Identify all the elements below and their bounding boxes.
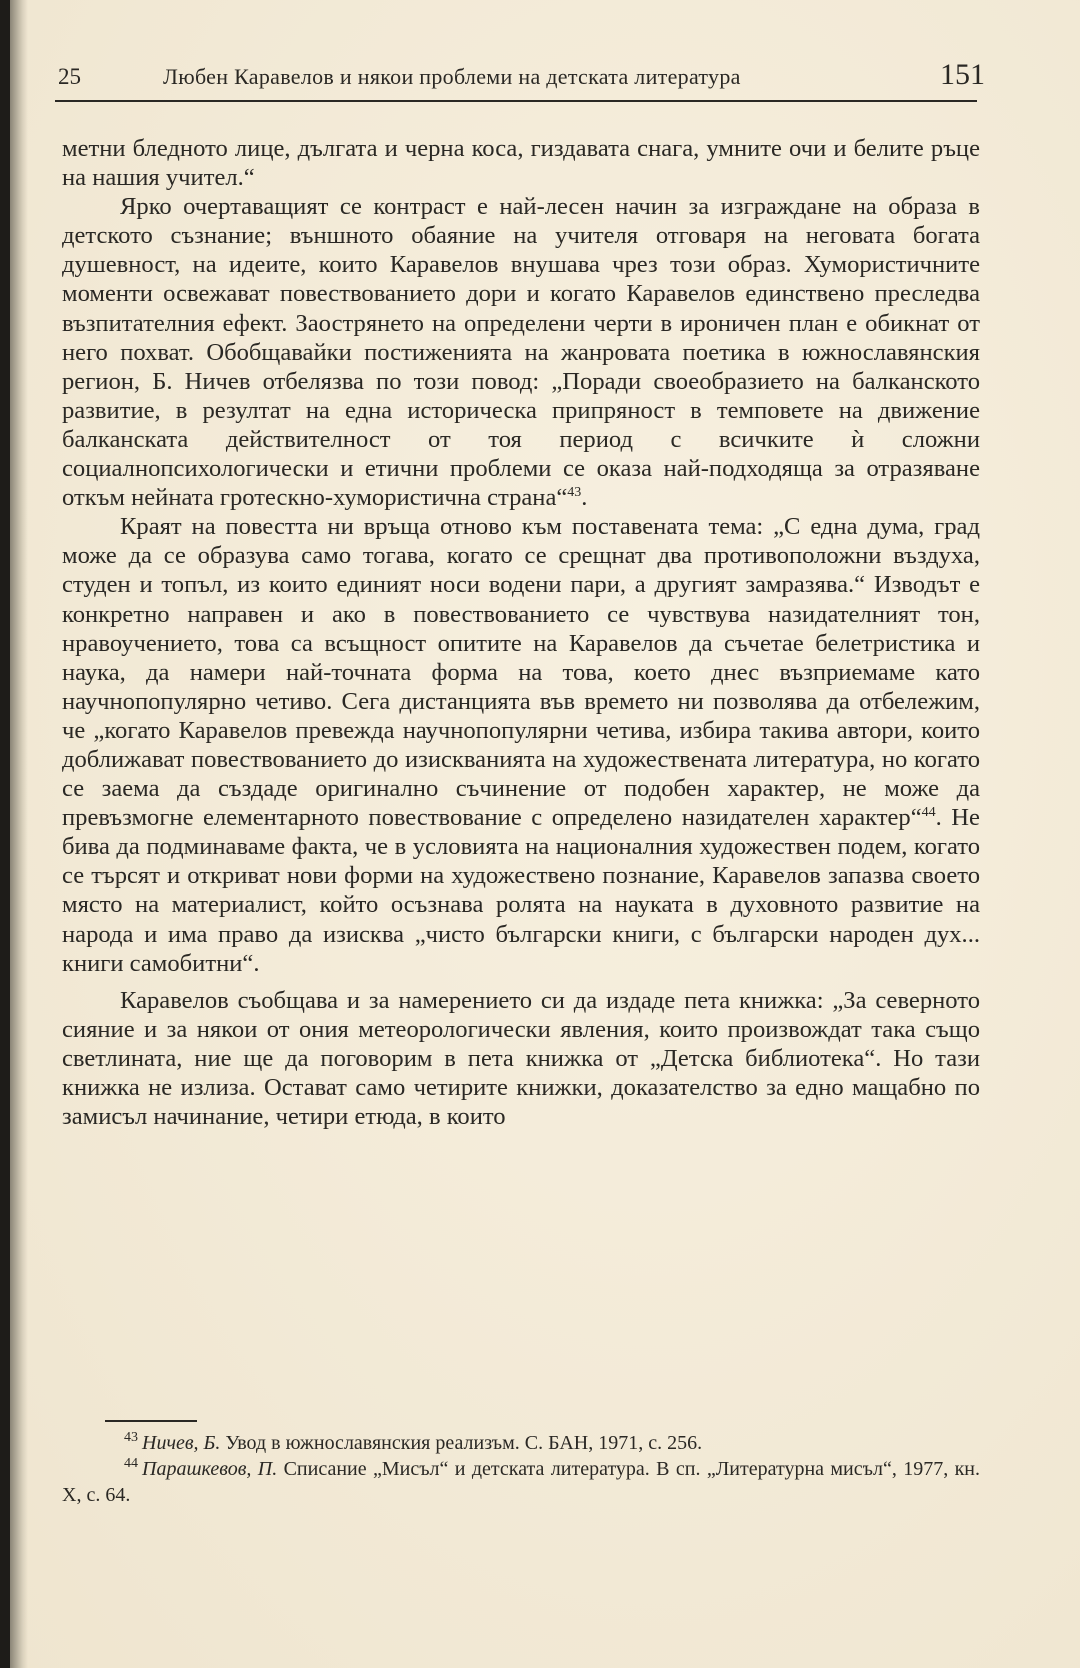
running-title: Любен Каравелов и някои проблеми на детската литература	[163, 64, 741, 89]
page-spine-shadow	[10, 0, 28, 1668]
running-head	[48, 58, 1048, 98]
footnote-ref-44: 44	[921, 804, 936, 820]
paragraph-4: Каравелов съобщава и за намерението си да издаде пета книжка: „За северното сияние и за някои от ония метеорологически явления, които произвождат така също светлината, ние ще да поговорим в пета книжка от „Детска библиотека“. Но тази книжка не излиза. Остават само четирите книжки, доказателство за едно мащабно по замисъл начинание, четири етюда, в които	[62, 986, 980, 1131]
paragraph-2-text: Ярко очертаващият се контраст е най-лесен начин за изграждане на образа в детското съзнание; външното обаяние на учителя отговаря на неговата богата душевност, на идеите, които Каравелов внушава чрез този образ. Хумористичните моменти освежават повествованието дори и когато Каравелов единствено преследва възпитателния ефект. Заострянето на определени черти в ироничен план е обикнат от него похват. Обобщавайки постиженията на жанровата поетика в южнославянския регион, Б. Ничев отбелязва по този повод: „Поради своеобразието на балканското развитие, в резултат на една историческа припряност в темповете на движение балканската действителност от тоя период с всичките ѝ сложни социалнопсихологически и етични проблеми се оказа най-подходяща за отразяване откъм нейната гротескно-хумористична страна“	[62, 193, 980, 512]
footnote-author: Парашкевов, П.	[142, 1458, 278, 1480]
body-text	[62, 134, 980, 1131]
paragraph-3-text-a: Краят на повестта ни връща отново към поставената тема: „С една дума, град може да се образува само тогава, когато се срещнат два противоположни въздуха, студен и топъл, из които единият носи водени пари, а другият замразява.“ Изводът е конкретно направен и ако в повествованието се чувствува назидателният тон, нравоучението, това са всъщност опитите на Каравелов да съчетае белетристика и наука, да намери най-точната форма на това, което днес възприемаме като научнопопулярно четиво. Сега дистанцията във времето ни позволява да отбележим, че „когато Каравелов превежда научнопопулярни четива, избира такива автори, които доближават повествованието до изискванията на художествената литература, но когато се заема да създаде оригинално съчинение от подобен характер, не може да превъзмогне елементарното повествование с определено назидателен характер“	[62, 513, 980, 832]
paragraph-3	[62, 512, 980, 978]
paragraph-2-end: .	[581, 484, 588, 512]
footnote-text: Списание „Мисъл“ и детската литература. В сп. „Литературна мисъл“, 1977, кн. X, с. 64.	[62, 1458, 981, 1506]
footnote-ref-43: 43	[567, 484, 582, 500]
paragraph-3-text-b: . Не бива да подминаваме факта, че в условията на националния художествен подем, когато се търсят и откриват нови форми на художествено познание, Каравелов запазва своето място на материалист, който осъзнава ролята на науката в духовното развитие на народа и има право да изисква „чисто български книги, с български народен дух... книги самобитни“.	[62, 804, 980, 977]
footnote-43	[62, 1430, 980, 1456]
page-number: 151	[940, 58, 985, 91]
paragraph-1: метни бледното лице, дългата и черна коса, гиздавата снага, умните очи и белите ръце на нашия учител.“	[62, 135, 980, 192]
footnote-number: 44	[124, 1456, 138, 1472]
footnote-author: Ничев, Б.	[142, 1432, 221, 1454]
footnote-44	[62, 1456, 980, 1508]
footnote-text: Увод в южнославянския реализъм. С. БАН, 1971, с. 256.	[225, 1432, 703, 1454]
footnote-rule	[105, 1420, 197, 1422]
footnotes	[62, 1430, 980, 1508]
footnote-number: 43	[124, 1430, 138, 1446]
chapter-number: 25	[58, 64, 81, 89]
header-rule	[55, 100, 977, 102]
paragraph-2	[62, 192, 980, 512]
book-page	[10, 0, 1080, 1668]
